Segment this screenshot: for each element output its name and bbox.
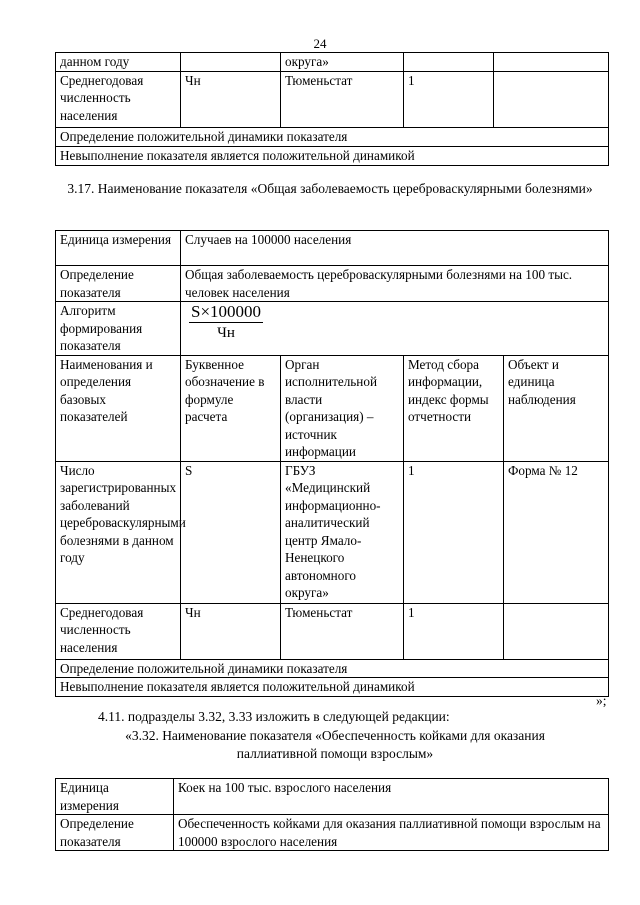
section-317-table bbox=[55, 230, 609, 697]
closing-mark: »; bbox=[596, 693, 607, 708]
header-object: Объект и единица наблюдения bbox=[504, 355, 609, 461]
nonfulfillment-row: Невыполнение показателя является положительной динамикой bbox=[56, 146, 609, 165]
formula bbox=[185, 302, 263, 343]
definition-row: Определение положительной динамики показателя bbox=[56, 127, 609, 146]
formula-denominator: Чн bbox=[217, 325, 235, 341]
row2-method: 1 bbox=[404, 603, 504, 659]
row2-symbol: Чн bbox=[181, 603, 281, 659]
row2-name: Среднегодовая численность населения bbox=[56, 603, 181, 659]
cell-tail-name: данном году bbox=[56, 53, 181, 72]
unit-value-332: Коек на 100 тыс. взрослого населения bbox=[174, 779, 609, 815]
paragraph-411: 4.11. подразделы 3.32, 3.33 изложить в следующей редакции: bbox=[98, 709, 450, 724]
section-332-table bbox=[55, 778, 609, 851]
page-number: 24 bbox=[313, 36, 327, 51]
header-names: Наименования и определения базовых показателей bbox=[56, 355, 181, 461]
section-332-heading: «3.32. Наименование показателя «Обеспеченность койками для оказания паллиативной помощи взрослым» bbox=[125, 728, 545, 761]
unit-label-332: Единица измерения bbox=[56, 779, 174, 815]
header-method: Метод сбора информации, индекс формы отчетности bbox=[404, 355, 504, 461]
row2-object bbox=[504, 603, 609, 659]
cell-pop-method: 1 bbox=[404, 71, 494, 127]
definition-label-332: Определение показателя bbox=[56, 815, 174, 851]
cell-pop-source: Тюменьстат bbox=[281, 71, 404, 127]
definition-label: Определение показателя bbox=[56, 266, 181, 302]
header-symbol: Буквенное обозначение в формуле расчета bbox=[181, 355, 281, 461]
unit-label: Единица измерения bbox=[56, 231, 181, 266]
section-317-heading: 3.17. Наименование показателя «Общая заболеваемость цереброваскулярными болезнями» bbox=[67, 181, 593, 196]
algorithm-label: Алгоритм формирования показателя bbox=[56, 302, 181, 356]
row1-name: Число зарегистрированных заболеваний цереброваскулярными болезнями в данном году bbox=[56, 461, 181, 603]
row1-symbol: S bbox=[181, 461, 281, 603]
definition-row-317: Определение положительной динамики показателя bbox=[56, 659, 609, 678]
unit-value: Случаев на 100000 населения bbox=[181, 231, 609, 266]
row1-source: ГБУЗ «Медицинский информационно-аналитический центр Ямало-Ненецкого автономного округа» bbox=[281, 461, 404, 603]
definition-value-332: Обеспеченность койками для оказания паллиативной помощи взрослым на 100000 взрослого населения bbox=[174, 815, 609, 851]
cell-pop-name: Среднегодовая численность населения bbox=[56, 71, 181, 127]
cell-pop-symbol: Чн bbox=[181, 71, 281, 127]
top-table bbox=[55, 52, 609, 166]
row1-object: Форма № 12 bbox=[504, 461, 609, 603]
cell-tail-source: округа» bbox=[281, 53, 404, 72]
nonfulfillment-row-317: Невыполнение показателя является положительной динамикой bbox=[56, 678, 609, 697]
row1-method: 1 bbox=[404, 461, 504, 603]
formula-numerator: S×100000 bbox=[191, 302, 262, 321]
definition-value: Общая заболеваемость цереброваскулярными болезнями на 100 тыс. человек населения bbox=[181, 266, 609, 302]
row2-source: Тюменьстат bbox=[281, 603, 404, 659]
header-source: Орган исполнительной власти (организация) – источник информации bbox=[281, 355, 404, 461]
